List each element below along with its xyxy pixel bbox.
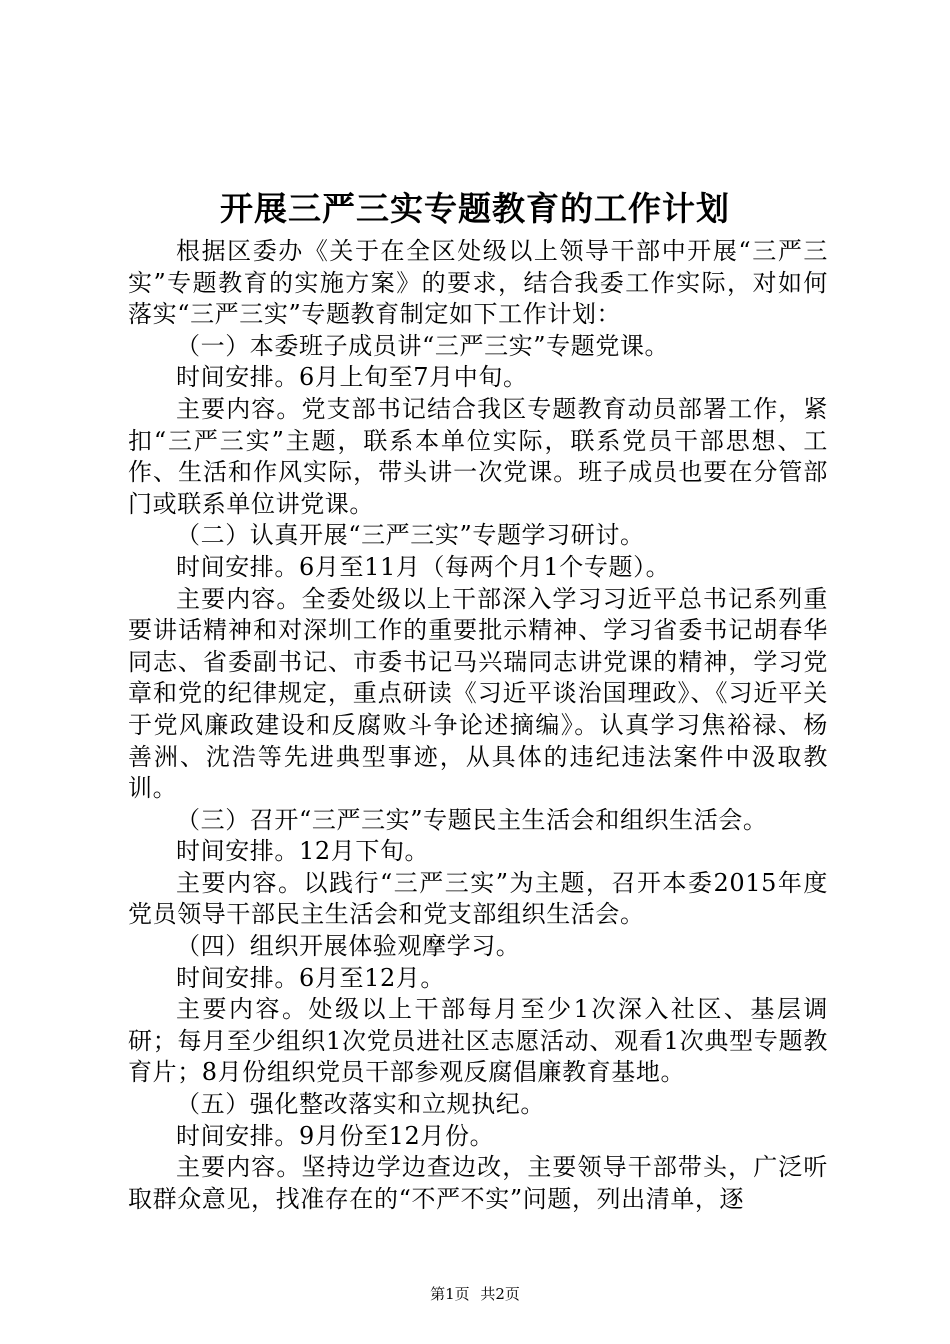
section-heading-4: （四）组织开展体验观摩学习。 xyxy=(176,932,521,961)
document-title: 开展三严三实专题教育的工作计划 xyxy=(220,189,730,228)
section-2-content: 主要内容。全委处级以上干部深入学习习近平总书记系列重要讲话精神和对深圳工作的重要批示精神、学习省委书记胡春华同志、省委副书记、市委书记马兴瑞同志讲党课的精神，学习党章和党的纪律规定，重点研读《习近平谈治国理政》、《习近平关于党风廉政建设和反腐败斗争论述摘编》。认真学习焦裕禄、杨善洲、沈浩等先进典型事迹，从具体的违纪违法案件中汲取教训。 xyxy=(128,584,828,803)
page-total: 共2页 xyxy=(480,1285,520,1303)
paragraph-intro: 根据区委办《关于在全区处级以上领导干部中开展“三严三实”专题教育的实施方案》的要求，结合我委工作实际，对如何落实“三严三实”专题教育制定如下工作计划： xyxy=(128,237,828,329)
section-4-time: 时间安排。6月至12月。 xyxy=(176,963,446,992)
document-body xyxy=(128,236,828,1215)
section-2-time: 时间安排。6月至11月（每两个月1个专题）。 xyxy=(176,552,671,581)
section-4-content: 主要内容。处级以上干部每月至少1次深入社区、基层调研；每月至少组织1次党员进社区志愿活动、观看1次典型专题教育片；8月份组织党员干部参观反腐倡廉教育基地。 xyxy=(128,995,828,1087)
section-3-time: 时间安排。12月下旬。 xyxy=(176,837,430,866)
page-footer xyxy=(0,1284,950,1304)
section-1-time: 时间安排。6月上旬至7月中旬。 xyxy=(176,363,528,392)
section-heading-3: （三）召开“三严三实”专题民主生活会和组织生活会。 xyxy=(176,805,768,834)
section-heading-2: （二）认真开展“三严三实”专题学习研讨。 xyxy=(176,521,645,550)
section-heading-1: （一）本委班子成员讲“三严三实”专题党课。 xyxy=(176,331,670,360)
section-5-content: 主要内容。坚持边学边查边改，主要领导干部带头，广泛听取群众意见，找准存在的“不严不实”问题，列出清单，逐 xyxy=(128,1153,828,1213)
section-heading-5: （五）强化整改落实和立规执纪。 xyxy=(176,1090,545,1119)
section-3-content: 主要内容。以践行“三严三实”为主题，召开本委2015年度党员领导干部民主生活会和党支部组织生活会。 xyxy=(128,868,828,929)
page-number: 第1页 xyxy=(430,1285,470,1303)
section-1-content: 主要内容。党支部书记结合我区专题教育动员部署工作，紧扣“三严三实”主题，联系本单位实际，联系党员干部思想、工作、生活和作风实际，带头讲一次党课。班子成员也要在分管部门或联系单位讲党课。 xyxy=(128,394,828,518)
section-5-time: 时间安排。9月份至12月份。 xyxy=(176,1121,495,1150)
